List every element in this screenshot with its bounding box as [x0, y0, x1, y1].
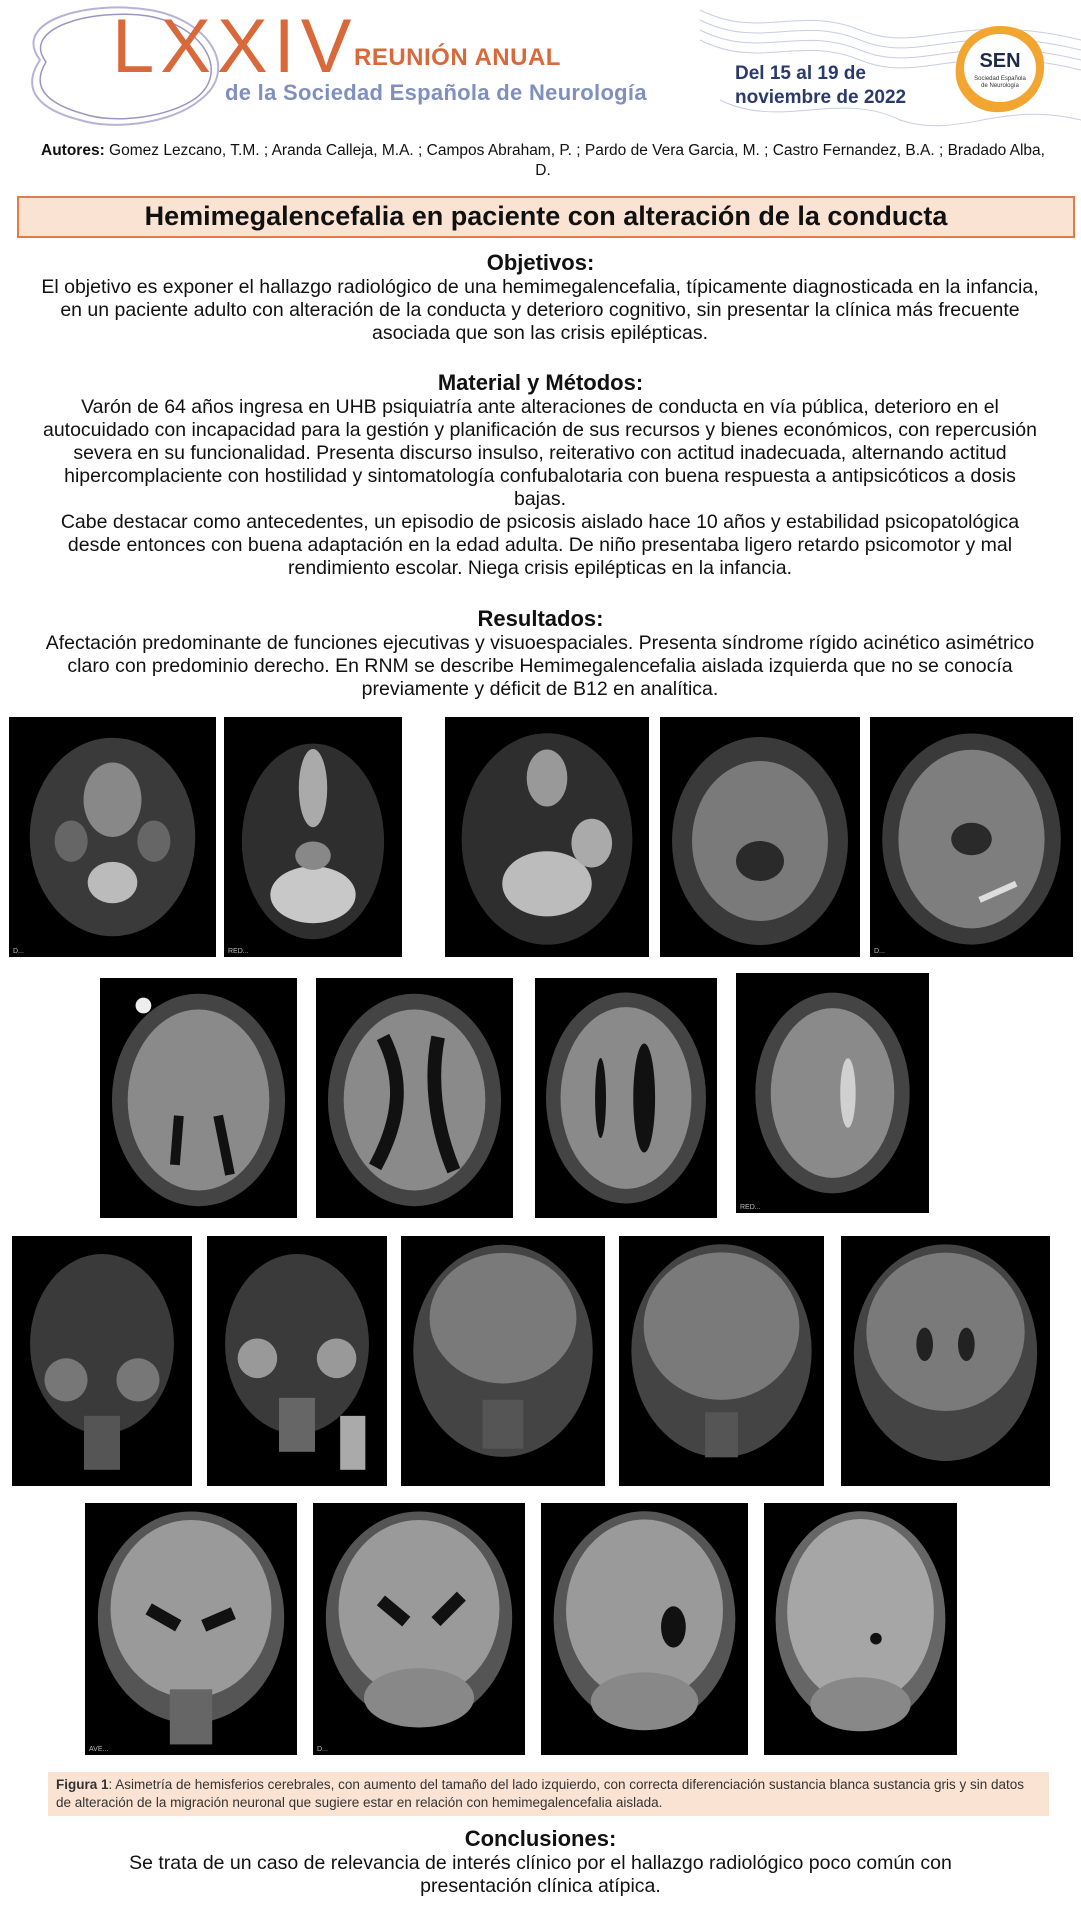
mri-coronal-image	[764, 1503, 957, 1755]
image-label: D...	[874, 948, 885, 955]
edition-number: LXXIV	[112, 4, 358, 89]
conclusiones-heading: Conclusiones:	[464, 1826, 617, 1851]
society-name: de la Sociedad Española de Neurología	[225, 80, 647, 105]
mri-axial-image	[9, 717, 216, 957]
header-banner	[0, 0, 1081, 135]
sen-logo	[950, 20, 1050, 120]
mri-axial-image	[445, 717, 649, 957]
mri-coronal-image	[207, 1236, 387, 1486]
mri-axial-image	[316, 978, 513, 1218]
sen-logo-subtitle	[950, 76, 1050, 90]
mri-axial-image	[736, 973, 929, 1213]
authors-line	[38, 141, 1048, 181]
mri-axial-image	[535, 978, 717, 1218]
material-text-2: Cabe destacar como antecedentes, un episodio de psicosis aislado hace 10 años y estabilidad psicopatológica desde entonces con buena adaptación en la edad adulta. De niño presentaba ligero retardo psicomotor y mal rendimiento escolar. Niega crisis epilépticas en la infancia.	[60, 511, 1020, 579]
mri-axial-image	[660, 717, 860, 957]
objetivos-text: El objetivo es exponer el hallazgo radiológico de una hemimegalencefalia, típicamente diagnosticada en la infancia, en un paciente adulto con alteración de la conducta y deterioro cognitivo, sin presentar la clínica más frecuente asociada que son las crisis epilépticas.	[41, 276, 1039, 344]
image-label: D...	[13, 948, 24, 955]
material-heading: Material y Métodos:	[437, 370, 644, 395]
poster-title: Hemimegalencefalia en paciente con alteración de la conducta	[17, 196, 1075, 238]
mri-coronal-image	[401, 1236, 605, 1486]
mri-coronal-image	[841, 1236, 1050, 1486]
mri-coronal-image	[85, 1503, 297, 1755]
image-label: RED...	[228, 948, 249, 955]
reunion-anual-label: REUNIÓN ANUAL	[354, 44, 561, 71]
mri-coronal-image	[619, 1236, 824, 1486]
resultados-heading: Resultados:	[477, 606, 604, 631]
sen-logo-text: SEN	[979, 50, 1021, 72]
dates-line-2: noviembre de 2022	[735, 87, 907, 108]
image-label: D...	[317, 1746, 328, 1753]
sen-logo-sub-2: de Neurología	[981, 83, 1019, 89]
mri-coronal-image	[313, 1503, 525, 1755]
objetivos-heading: Objetivos:	[486, 250, 595, 275]
image-label: RED...	[740, 1204, 761, 1211]
authors-names: Gomez Lezcano, T.M. ; Aranda Calleja, M.A. ; Campos Abraham, P. ; Pardo de Vera Garcia, M. ; Castro Fernandez, B.A. ; Bradado Alba, D.	[104, 142, 1045, 179]
mri-axial-image	[224, 717, 402, 957]
event-dates	[735, 62, 906, 110]
figure-label: Figura 1	[56, 1777, 109, 1792]
image-label: AVE...	[89, 1746, 109, 1753]
mri-coronal-image	[12, 1236, 192, 1486]
resultados-text: Afectación predominante de funciones ejecutivas y visuoespaciales. Presenta síndrome rígido acinético asimétrico claro con predominio derecho. En RNM se describe Hemimegalencefalia aislada izquierda que no se conocía previamente y déficit de B12 en analítica.	[45, 632, 1035, 700]
mri-axial-image	[100, 978, 297, 1218]
figure-text: : Asimetría de hemisferios cerebrales, con aumento del tamaño del lado izquierdo, con correcta diferenciación sustancia blanca sustancia gris y sin datos de alteración de la migración neuronal que sugiere estar en relación con hemimegalencefalia aislada.	[56, 1777, 1025, 1810]
material-text-1: Varón de 64 años ingresa en UHB psiquiatría ante alteraciones de conducta en vía pública, deterioro en el autocuidado con incapacidad para la gestión y planificación de sus recursos y bienes económicos, con repercusión severa en su funcionalidad. Presenta discurso insulso, reiterativo con actitud inadecuada, alternando actitud hipercomplaciente con hostilidad y sintomatología confubalotaria con buena respuesta a antipsicóticos a dosis bajas.	[42, 396, 1037, 510]
mri-axial-image	[870, 717, 1073, 957]
authors-label: Autores:	[41, 142, 105, 159]
conclusiones-text: Se trata de un caso de relevancia de interés clínico por el hallazgo radiológico poco común con presentación clínica atípica.	[129, 1852, 952, 1897]
dates-line-1: Del 15 al 19 de	[735, 63, 866, 84]
figure-caption	[48, 1772, 1049, 1816]
mri-coronal-image	[541, 1503, 748, 1755]
sen-logo-sub-1: Sociedad Española	[974, 76, 1026, 82]
